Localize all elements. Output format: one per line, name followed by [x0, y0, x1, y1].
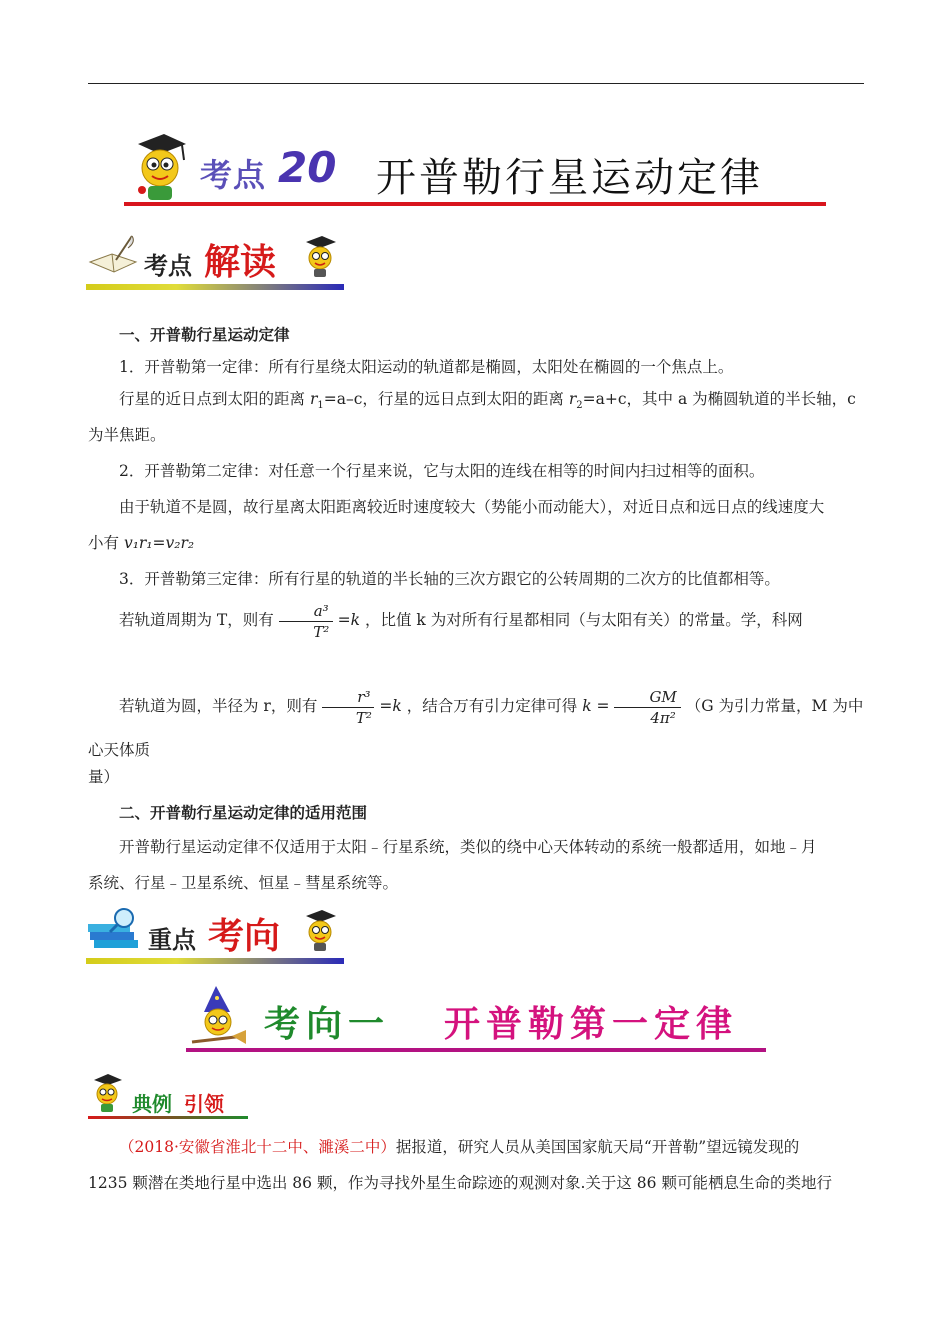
section2-label-b: 考向 — [208, 915, 281, 957]
mascot-tiny-icon — [88, 1072, 126, 1114]
fraction-r3-t2: $\frac{\text{r³}}{\text{T²}}$ — [322, 687, 374, 728]
dianli-label-a: 典例 — [132, 1092, 172, 1116]
kaoxiang-banner — [186, 984, 766, 1056]
paragraph-period: 若轨道周期为 T，则有 $\frac{\text{a³}}{\text{T²}}$ =k ，比值 k 为对所有行星都相同（与太阳有关）的常量。学，科网 — [119, 601, 803, 641]
section1-label-b: 解读 — [204, 241, 277, 283]
paragraph-circular-cont: 量） — [88, 768, 120, 786]
title-underline — [124, 202, 826, 206]
example-source: （2018·安徽省淮北十二中、濉溪二中） — [119, 1138, 396, 1156]
heading-1: 一、开普勒行星运动定律 — [119, 325, 290, 344]
example-line-1: （2018·安徽省淮北十二中、濉溪二中）据报道，研究人员从美国国家航天局“开普勒”望远镜发现的 — [119, 1138, 800, 1156]
section1-bar — [86, 284, 344, 290]
dianli-underline — [88, 1116, 248, 1119]
section-header-kaodian-jiedu — [86, 230, 344, 292]
title-kaodian: 考点 — [200, 156, 267, 194]
paragraph-perihelion-cont: 为半焦距。 — [88, 426, 166, 444]
fraction-a3-t2: $\frac{\text{a³}}{\text{T²}}$ — [279, 601, 333, 642]
mascot-icon — [124, 130, 190, 206]
mascot-small-icon — [300, 234, 340, 280]
paragraph-law3: 3．开普勒第三定律：所有行星的轨道的半长轴的三次方跟它的公转周期的二次方的比值都相等。 — [119, 570, 780, 588]
paragraph-speed: 由于轨道不是圆，故行星离太阳距离较近时速度较大（势能小而动能大），对近日点和远日点的线速度大 — [119, 498, 825, 516]
paragraph-scope: 开普勒行星运动定律不仅适用于太阳﹣行星系统，类似的绕中心天体转动的系统一般都适用，如地﹣月 — [119, 838, 817, 856]
books-magnifier-icon — [86, 906, 144, 956]
dianli-label-b: 引领 — [184, 1092, 224, 1116]
quill-book-icon — [86, 232, 140, 280]
section2-label-a: 重点 — [148, 925, 196, 954]
paragraph-circular: 若轨道为圆，半径为 r，则有 $\frac{\text{r³}}{\text{T²}}$ =k ，结合万有引力定律可得 k = $\frac{GM}{\text{4π²}}$ （G 为引力常量，M 为中心天体质 — [88, 687, 864, 759]
paragraph-speed-cont: 小有 v₁r₁=v₂r₂ — [88, 534, 195, 552]
kaoxiang-left-title: 考向一 — [264, 1003, 391, 1045]
section1-label-a: 考点 — [144, 251, 192, 280]
title-number: 20 — [278, 143, 337, 192]
section2-bar — [86, 958, 344, 964]
fraction-gm-4pi2: $\frac{GM}{\text{4π²}}$ — [614, 687, 680, 728]
wizard-mascot-icon — [186, 984, 250, 1050]
paragraph-perihelion: 行星的近日点到太阳的距离 $r_1=a-c$，行星的远日点到太阳的距离 $r_2=a+c$，其中 a 为椭圆轨道的半长轴，c — [119, 390, 856, 412]
speed-equation: v₁r₁=v₂r₂ — [123, 534, 195, 552]
heading-2: 二、开普勒行星运动定律的适用范围 — [119, 803, 368, 822]
dianli-header — [88, 1072, 248, 1120]
paragraph-scope-cont: 系统、行星﹣卫星系统、恒星﹣彗星系统等。 — [88, 874, 399, 892]
page-title: 开普勒行星运动定律 — [376, 155, 763, 201]
mascot-small-icon-2 — [300, 908, 340, 954]
section-header-zhongdian-kaoxiang — [86, 902, 344, 966]
paragraph-law1: 1．开普勒第一定律：所有行星绕太阳运动的轨道都是椭圆，太阳处在椭圆的一个焦点上。 — [119, 358, 734, 376]
example-line-2: 1235 颗潜在类地行星中选出 86 颗，作为寻找外星生命踪迹的观测对象.关于这 86 颗可能栖息生命的类地行 — [88, 1174, 832, 1192]
paragraph-law2: 2．开普勒第二定律：对任意一个行星来说，它与太阳的连线在相等的时间内扫过相等的面积。 — [119, 462, 765, 480]
kaoxiang-underline — [186, 1048, 766, 1052]
kaoxiang-right-title: 开普勒第一定律 — [444, 1003, 739, 1045]
header-rule — [88, 83, 864, 84]
